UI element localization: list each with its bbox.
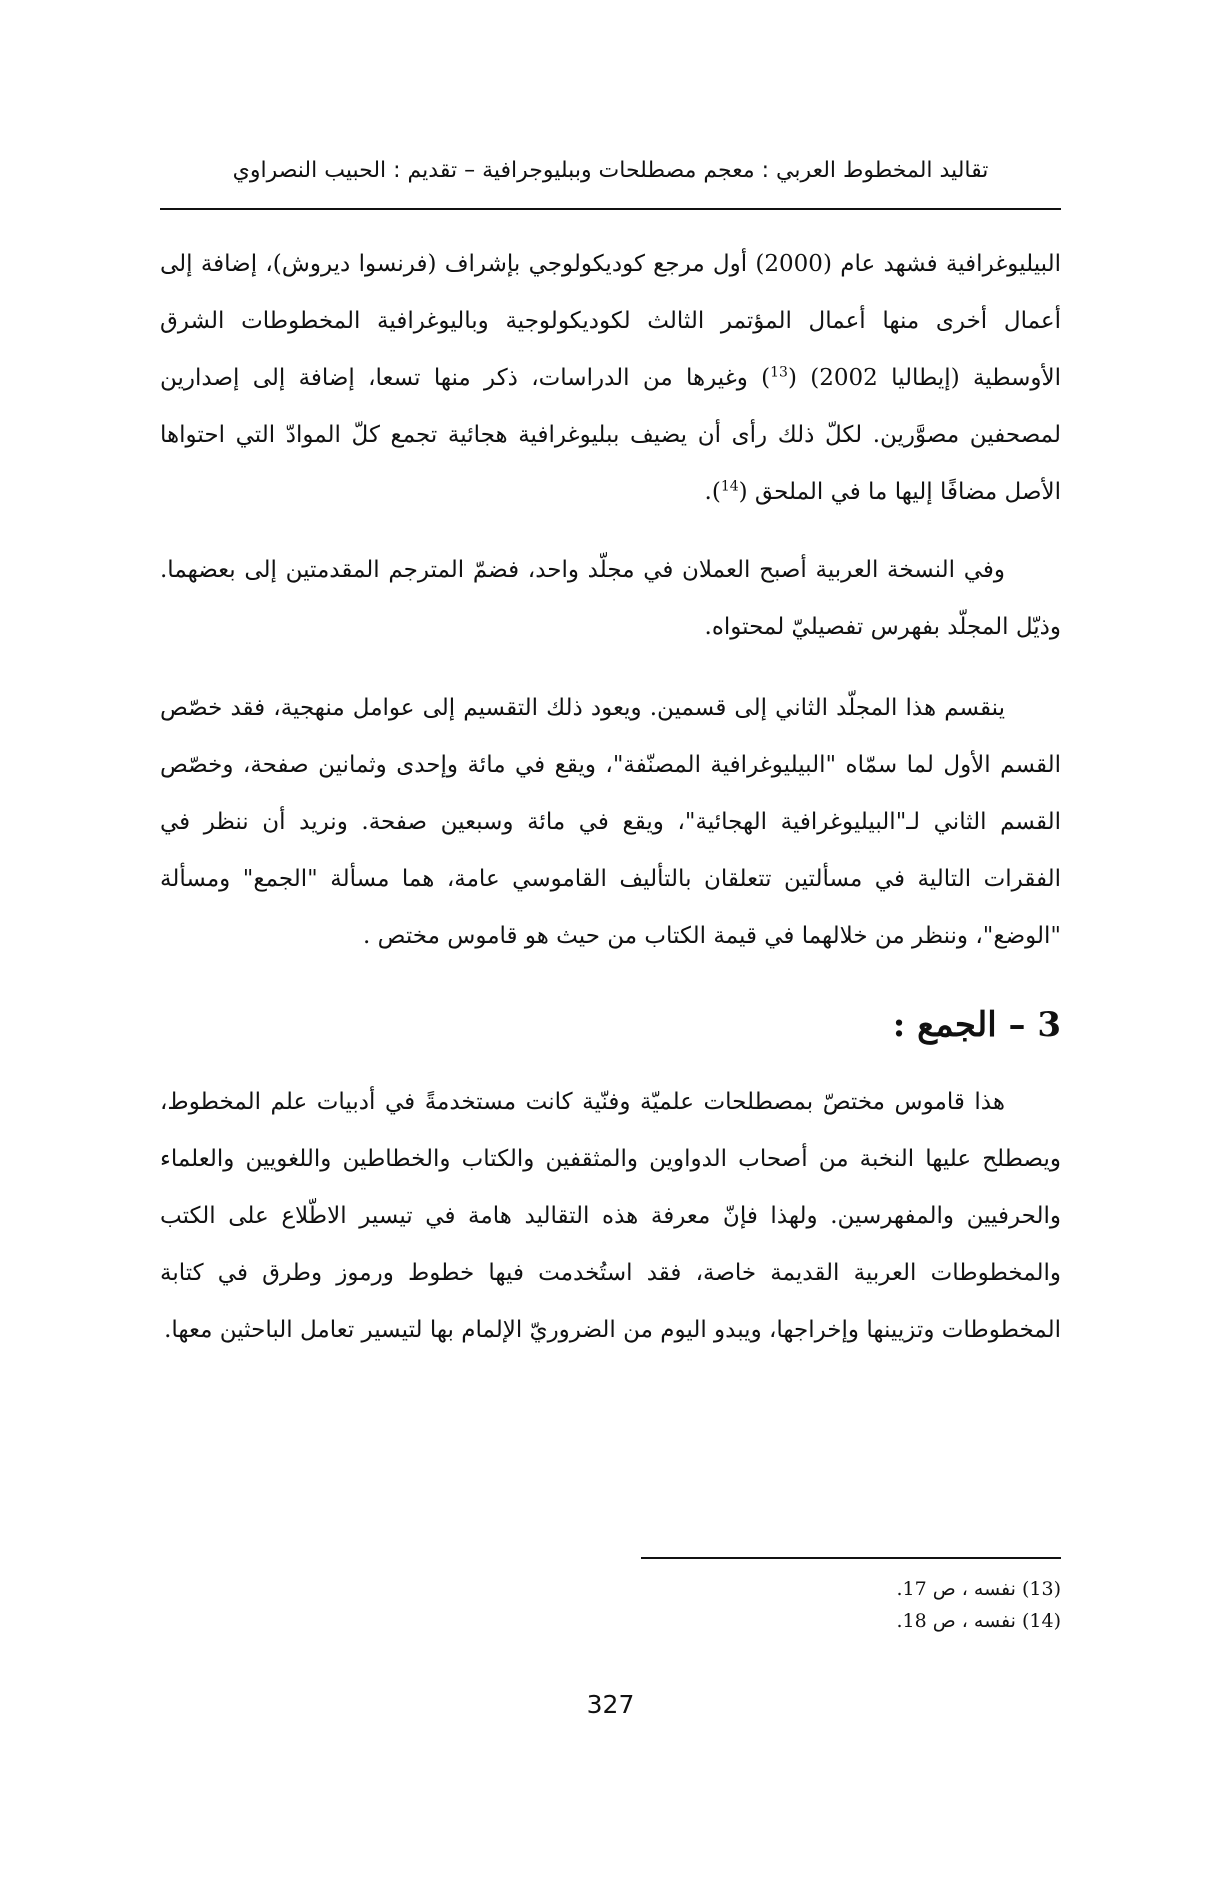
- paragraph-1-text-c: ).: [704, 479, 721, 505]
- paragraph-1-text-a: البيليوغرافية فشهد عام (2000) أول مرجع كوديكولوجي بإشراف (فرنسوا ديروش)، إضافة إلى أعمال أخرى منها أعمال المؤتمر الثالث لكوديكولوجية وباليوغرافية المخطوطات الشرق الأوسطية (إيطاليا 2002) (: [160, 251, 1062, 391]
- document-page: [160, 0, 1061, 1890]
- paragraph-3: ينقسم هذا المجلّد الثاني إلى قسمين. ويعود ذلك التقسيم إلى عوامل منهجية، فقد خصّص القسم الأول لما سمّاه "البيليوغرافية المصنّفة"، ويقع في مائة وإحدى وثمانين صفحة، وخصّص القسم الثاني لـ"البيليوغرافية الهجائية"، ويقع في مائة وسبعين صفحة. ونريد أن ننظر في الفقرات التالية في مسألتين تتعلقان بالتأليف القاموسي عامة، هما مسألة "الجمع" ومسألة "الوضع"، وننظر من خلالهما في قيمة الكتاب من حيث هو قاموس مختص .: [160, 695, 1061, 949]
- footnote-13: (13) نفسه ، ص 17.: [896, 1578, 1061, 1600]
- footnote-ref-14[interactable]: 14: [720, 478, 739, 495]
- footnote-ref-13[interactable]: 13: [770, 364, 788, 381]
- footnote-rule: [641, 1557, 1061, 1559]
- paragraph-1-text-b: ) وغيرها من الدراسات، ذكر منها تسعا، إضافة إلى إصدارين لمصحفين مصوَّرين. لكلّ ذلك رأى أن يضيف ببليوغرافية هجائية تجمع كلّ الموادّ التي احتواها الأصل مضافًا إليها ما في الملحق (: [160, 365, 1061, 505]
- paragraph-2: وفي النسخة العربية أصبح العملان في مجلّد واحد، فضمّ المترجم المقدمتين إلى بعضهما. وذيّل المجلّد بفهرس تفصيليّ لمحتواه.: [160, 557, 1061, 640]
- header-rule: [160, 208, 1061, 210]
- footnote-14: (14) نفسه ، ص 18.: [896, 1610, 1061, 1632]
- section-heading: 3 – الجمع :: [892, 1005, 1061, 1045]
- paragraph-1: [160, 236, 1061, 521]
- page-number: 327: [586, 1690, 635, 1719]
- paragraph-4: هذا قاموس مختصّ بمصطلحات علميّة وفنّية كانت مستخدمةً في أدبيات علم المخطوط، ويصطلح عليها النخبة من أصحاب الدواوين والمثقفين والكتاب والخطاطين واللغويين والعلماء والحرفيين والمفهرسين. ولهذا فإنّ معرفة هذه التقاليد هامة في تيسير الاطّلاع على الكتب والمخطوطات العربية القديمة خاصة، فقد استُخدمت فيها خطوط ورموز وطرق في كتابة المخطوطات وتزيينها وإخراجها، ويبدو اليوم من الضروريّ الإلمام بها لتيسير تعامل الباحثين معها.: [160, 1089, 1061, 1343]
- running-header: تقاليد المخطوط العربي : معجم مصطلحات وببليوجرافية – تقديم : الحبيب النصراوي: [232, 158, 989, 183]
- footnotes-list: [896, 1573, 1061, 1637]
